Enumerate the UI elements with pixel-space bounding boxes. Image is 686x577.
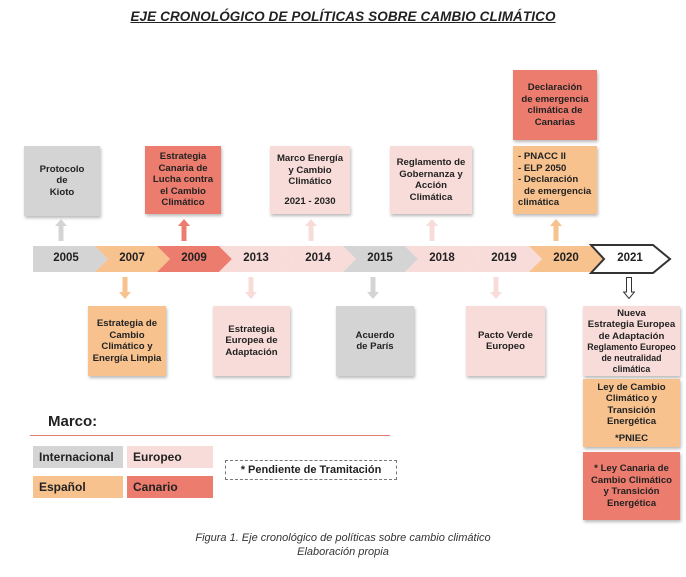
pending-label: * Pendiente de Tramitación [240,464,382,476]
box-line: Climática [409,191,453,203]
box-line: de Adaptación [598,330,665,342]
arrow-up-icon [426,219,438,241]
year-label: 2007 [119,251,145,264]
box-line: 2021 - 2030 [284,195,336,207]
year-label: 2015 [367,251,393,264]
box-estrategia-europea-adaptacion [213,306,290,376]
box-line: Transición [607,404,656,416]
box-marco-energia [270,146,350,214]
box-nueva-estrategia-europea [583,306,680,376]
box-line: Europea de [225,335,278,347]
box-line: Estrategia [228,323,275,335]
legend-internacional [33,446,123,468]
year-label: 2014 [305,251,331,264]
box-line: Climático y [605,393,658,405]
box-line: Climático [288,176,332,187]
box-line: Energética [606,416,657,428]
box-line: Cambio [109,329,145,341]
box-line: Acuerdo [355,329,395,341]
box-line: y Cambio [288,164,332,176]
box-estrategia-canaria [145,146,221,214]
box-line: de [56,175,68,187]
arrow-down-icon [490,277,502,299]
box-line: Climático y [101,341,153,352]
box-line: Reglamento Europeo [587,342,676,353]
year-label: 2021 [617,251,643,264]
box-line: Marco Energía [276,153,344,164]
box-line: Estrategia [159,151,207,163]
box-line: de neutralidad [601,352,662,363]
legend-canario [127,476,213,498]
box-line: climática [518,197,560,209]
box-line: Protocolo [39,163,85,175]
legend-label: Europeo [133,450,182,464]
box-reglamento-gobernanza [390,146,472,214]
box-line: Lucha contra [152,174,214,186]
box-line: Europeo [486,341,525,352]
box-line: Cambio Climático [590,474,673,486]
box-line: Energética [606,497,657,509]
figure-title: EJE CRONOLÓGICO DE POLÍTICAS SOBRE CAMBIO CLIMÁTICO [130,9,556,24]
year-label: 2018 [429,251,455,264]
legend-label: Internacional [39,450,114,464]
box-line: y Transición [603,486,660,497]
timeline [33,244,673,274]
arrow-down-icon [245,277,257,299]
box-line: Estrategia de [96,318,158,329]
arrow-down-icon [119,277,131,299]
figure-caption-source: Elaboración propia [297,546,389,558]
box-protocolo-kioto [24,146,100,216]
box-line: climática [612,363,651,374]
arrow-down-icon [367,277,379,299]
box-line: *PNIEC [614,432,649,444]
year-label: 2005 [53,251,79,264]
box-line: Nueva [617,307,646,319]
box-estrategia-cambio-climatico [88,306,166,376]
year-label: 2013 [243,251,269,264]
box-line: Declaración [527,82,583,93]
box-line: * Ley Canaria de [594,463,669,474]
box-ley-cambio-climatico [583,379,680,447]
figure-caption: Figura 1. Eje cronológico de políticas sobre cambio climático [195,532,491,544]
legend-divider [30,435,390,436]
year-label: 2009 [181,251,207,264]
box-line: - Declaración [518,174,579,186]
box-line: Acción [415,180,447,191]
box-line: - PNACC II [518,151,566,163]
box-line: de emergencia [524,185,592,197]
box-pacto-verde [466,306,545,376]
box-declaracion-canarias [513,70,597,140]
box-line: Kioto [49,186,75,198]
box-line: - ELP 2050 [518,162,567,174]
box-pnacc [513,146,597,214]
arrow-down-icon [623,277,635,299]
legend-pending-note [225,460,397,480]
box-line: Ley de Cambio [597,381,666,393]
box-line: de emergencia [521,93,589,105]
box-line [277,188,343,196]
box-line: Canaria de [158,162,208,174]
year-label: 2019 [491,251,517,264]
legend-europeo [127,446,213,468]
box-line: climática de [527,105,583,116]
box-line: Energía Limpia [92,352,162,364]
box-line: Estrategia Europea [587,319,676,331]
box-line: Adaptación [225,346,278,358]
box-line: Climático [161,197,205,209]
arrow-up-icon [305,219,317,241]
box-line: de París [356,341,394,352]
legend-title: Marco: [48,413,98,430]
box-line: Canarias [534,116,576,128]
box-line: Pacto Verde [478,329,533,341]
box-line: Gobernanza y [399,168,463,180]
legend-espanol [33,476,123,498]
year-label: 2020 [553,251,579,264]
box-line: Reglamento de [396,157,466,168]
legend-label: Canario [133,480,178,494]
arrow-up-icon [550,219,562,241]
box-ley-canaria [583,452,680,520]
arrow-up-icon [178,219,190,241]
legend-label: Español [39,480,86,494]
box-line: el Cambio [160,185,206,197]
box-acuerdo-paris [336,306,414,376]
arrow-up-icon [55,219,67,241]
